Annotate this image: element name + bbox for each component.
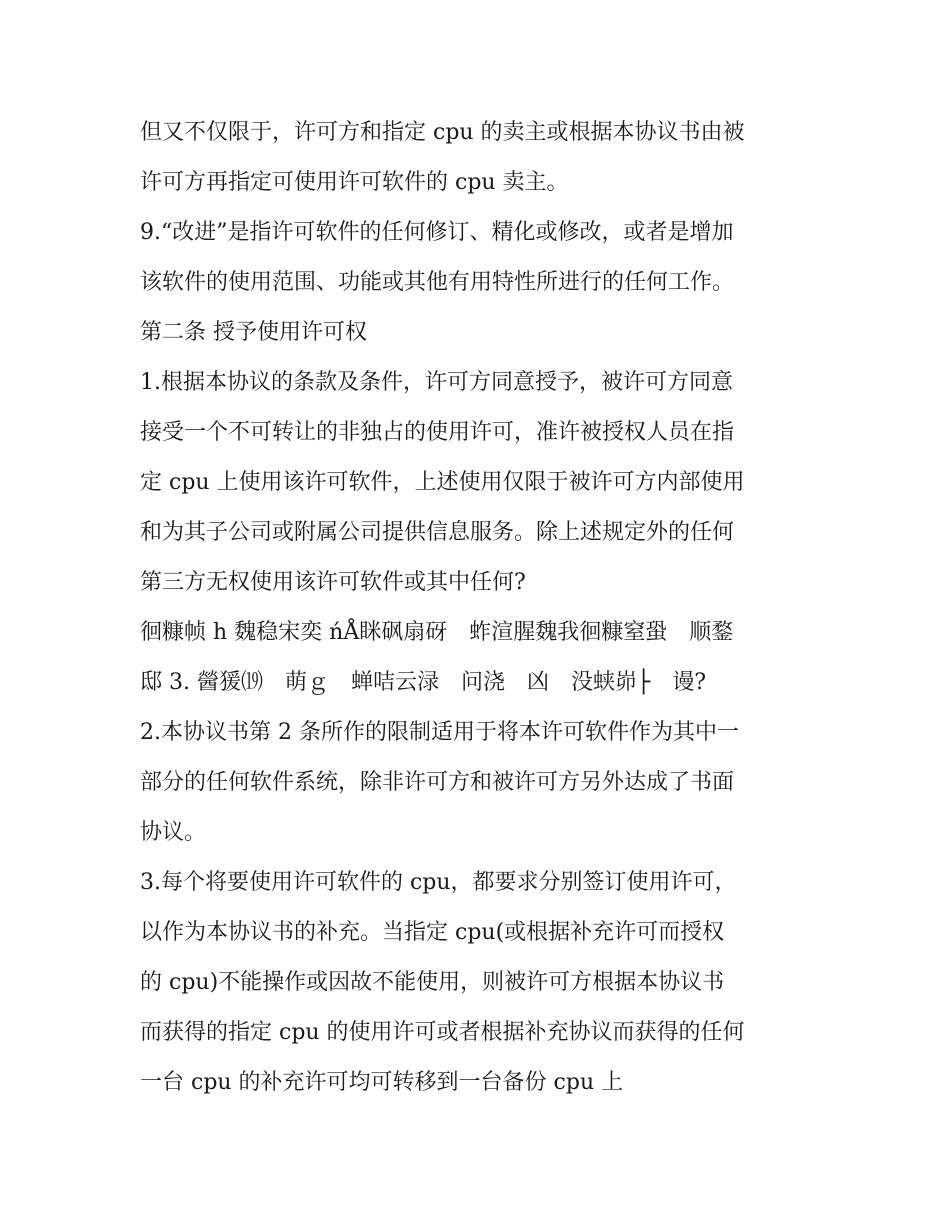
- text-line: 1.根据本协议的条款及条件，许可方同意授予，被许可方同意: [140, 370, 733, 395]
- text-line: 一台 cpu 的补充许可均可转移到一台备份 cpu 上: [140, 1070, 624, 1095]
- text-line: 协议。: [140, 820, 207, 845]
- text-line: 3.每个将要使用许可软件的 cpu，都要求分别签订使用许可，: [140, 870, 737, 895]
- text-line: 和为其子公司或附属公司提供信息服务。除上述规定外的任何: [140, 520, 735, 545]
- garbled-text-line: 邸 3. 醟猨⒆ 萌ｇ 蝉咭云渌 问浇 凶 没蛱峁├ 谩?: [140, 670, 707, 695]
- text-line: 9.“改进”是指许可软件的任何修订、精化或修改，或者是增加: [140, 220, 734, 245]
- text-line: 第三方无权使用该许可软件或其中任何?: [140, 570, 526, 595]
- text-line: 部分的任何软件系统，除非许可方和被许可方另外达成了书面: [140, 770, 735, 795]
- text-line: 接受一个不可转让的非独占的使用许可，准许被授权人员在指: [140, 420, 735, 445]
- document-body: [140, 108, 820, 1108]
- text-line: 该软件的使用范围、功能或其他有用特性所进行的任何工作。: [140, 270, 735, 295]
- text-line: 定 cpu 上使用该许可软件，上述使用仅限于被许可方内部使用: [140, 470, 745, 495]
- garbled-text-line: 徊糠帧 h 魏稳宋奕 ńÅ眯砜扇砑 蚱渲腥魏我徊糠窒蛩 顺鍪: [140, 620, 734, 645]
- text-line: 2.本协议书第 2 条所作的限制适用于将本许可软件作为其中一: [140, 720, 739, 745]
- text-line: 而获得的指定 cpu 的使用许可或者根据补充协议而获得的任何: [140, 1020, 745, 1045]
- text-line: 但又不仅限于，许可方和指定 cpu 的卖主或根据本协议书由被: [140, 120, 745, 145]
- text-line: 的 cpu)不能操作或因故不能使用，则被许可方根据本协议书: [140, 970, 725, 995]
- text-line: 以作为本协议书的补充。当指定 cpu(或根据补充许可而授权: [140, 920, 725, 945]
- text-line: 许可方再指定可使用许可软件的 cpu 卖主。: [140, 170, 569, 195]
- section-heading: 第二条 授予使用许可权: [140, 320, 367, 345]
